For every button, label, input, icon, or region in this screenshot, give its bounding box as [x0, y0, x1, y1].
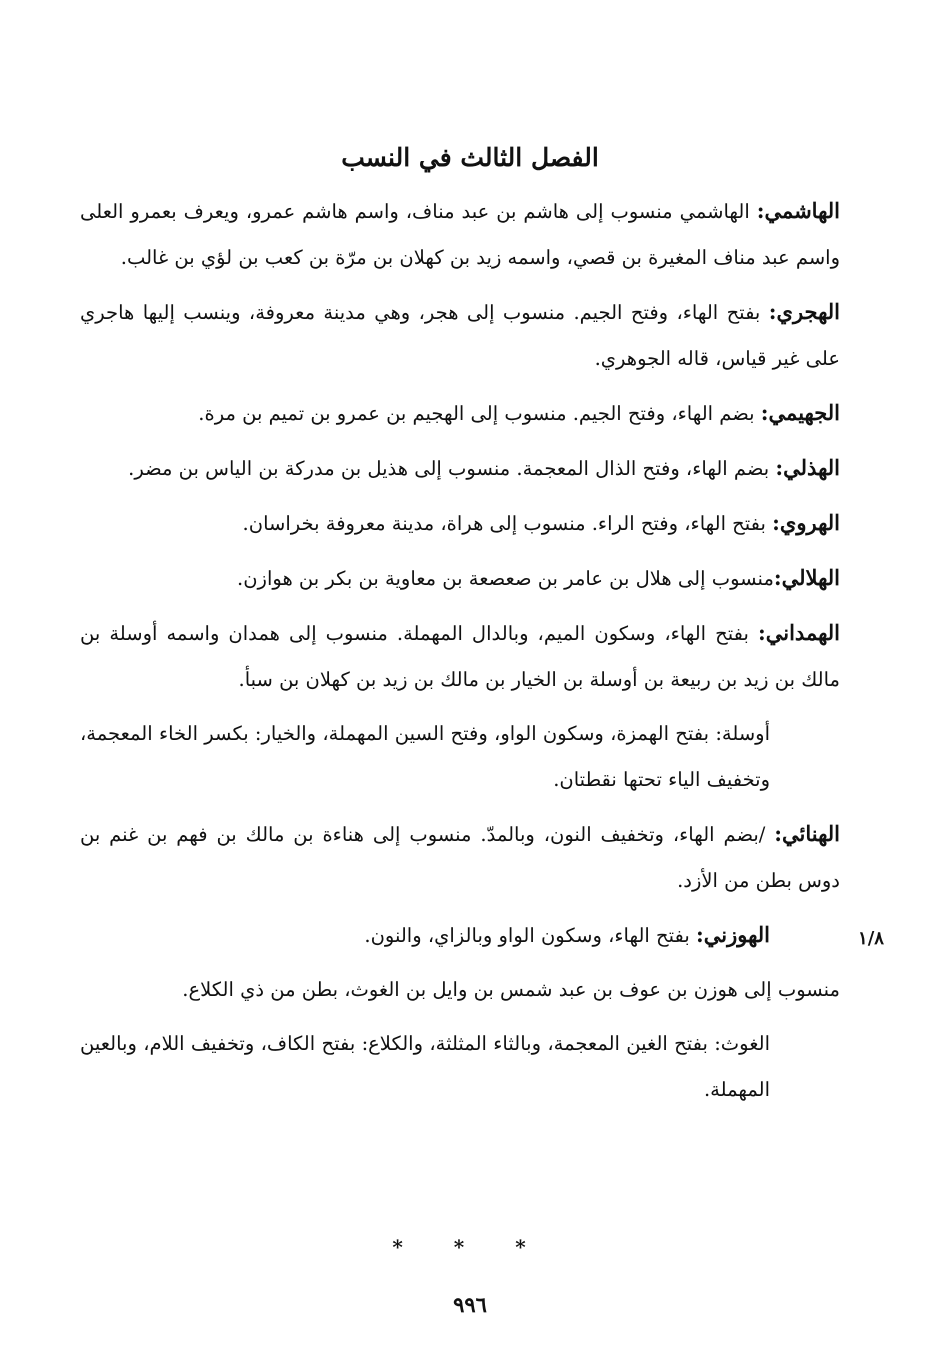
- entry-text: بفتح الهاء، وفتح الجيم. منسوب إلى هجر، وهي مدينة معروفة، وينسب إليها هاجري على غير قياس، قاله الجوهري.: [80, 301, 840, 370]
- entry-harawi: [80, 500, 840, 547]
- chapter-title: الفصل الثالث في النسب: [341, 143, 599, 172]
- entry-hunai: [80, 811, 840, 904]
- entry-hawzani-continued: [80, 967, 840, 1013]
- entry-awsala-note: [80, 711, 840, 803]
- entry-text: بفتح الهاء، وسكون الواو وبالزاي، والنون.: [364, 924, 696, 947]
- entry-term: الهاشمي:: [756, 198, 840, 223]
- entry-term: الهنائي:: [774, 821, 840, 846]
- margin-folio-note: ١/٨: [858, 928, 884, 949]
- entry-hilali: [80, 555, 840, 602]
- entry-text: أوسلة: بفتح الهمزة، وسكون الواو، وفتح السين المهملة، والخيار: بكسر الخاء المعجمة، وتخفيف الياء تحتها نقطتان.: [80, 722, 770, 791]
- entry-juhaimi: [80, 390, 840, 437]
- entry-ghawth-note: [80, 1021, 840, 1113]
- page-number: ٩٩٦: [453, 1292, 487, 1317]
- entry-term: الهمداني:: [757, 620, 840, 645]
- entry-term: الهجري:: [768, 299, 840, 324]
- entry-term: الهلالي:: [773, 565, 840, 590]
- entry-text: بضم الهاء، وفتح الذال المعجمة. منسوب إلى هذيل بن مدركة بن الياس بن مضر.: [128, 457, 776, 480]
- entry-text: الهاشمي منسوب إلى هاشم بن عبد مناف، واسم هاشم عمرو، ويعرف بعمرو العلى واسم عبد مناف المغيرة بن قصي، واسمه زيد بن كهلان بن مرّة بن كعب بن لؤي بن غالب.: [80, 200, 840, 269]
- entry-term: الجهيمي:: [760, 400, 840, 425]
- entry-hajari: [80, 289, 840, 382]
- section-separator: * * *: [392, 1235, 548, 1259]
- entry-term: الهروي:: [772, 510, 840, 535]
- entry-text: بضم الهاء، وفتح الجيم. منسوب إلى الهجيم بن عمرو بن تميم بن مرة.: [198, 402, 761, 425]
- entry-hamdani: [80, 610, 840, 703]
- body-text: [80, 188, 840, 1121]
- entry-text: منسوب إلى هلال بن عامر بن صعصعة بن معاوية بن بكر بن هوازن.: [237, 567, 774, 590]
- entry-text: بفتح الهاء، وفتح الراء. منسوب إلى هراة، مدينة معروفة بخراسان.: [242, 512, 773, 535]
- entry-hudhali: [80, 445, 840, 492]
- entry-term: الهوزني:: [695, 922, 770, 947]
- entry-term: الهذلي:: [775, 455, 840, 480]
- entry-text: منسوب إلى هوزن بن عوف بن عبد شمس بن وايل بن الغوث، بطن من ذي الكلاع.: [182, 978, 840, 1001]
- entry-hashimi: [80, 188, 840, 281]
- entry-hawzani: [80, 912, 840, 959]
- entry-text: بفتح الهاء، وسكون الميم، وبالدال المهملة. منسوب إلى همدان واسمه أوسلة بن مالك بن زيد بن ربيعة بن أوسلة بن الخيار بن مالك بن زيد بن كهلان بن سبأ.: [80, 622, 840, 691]
- entry-text: الغوث: بفتح الغين المعجمة، وبالثاء المثلثة، والكلاع: بفتح الكاف، وتخفيف اللام، وبالعين المهملة.: [80, 1032, 770, 1101]
- entry-text: /بضم الهاء، وتخفيف النون، وبالمدّ. منسوب إلى هناءة بن مالك بن فهم بن غنم بن دوس بطن من الأزد.: [80, 823, 840, 892]
